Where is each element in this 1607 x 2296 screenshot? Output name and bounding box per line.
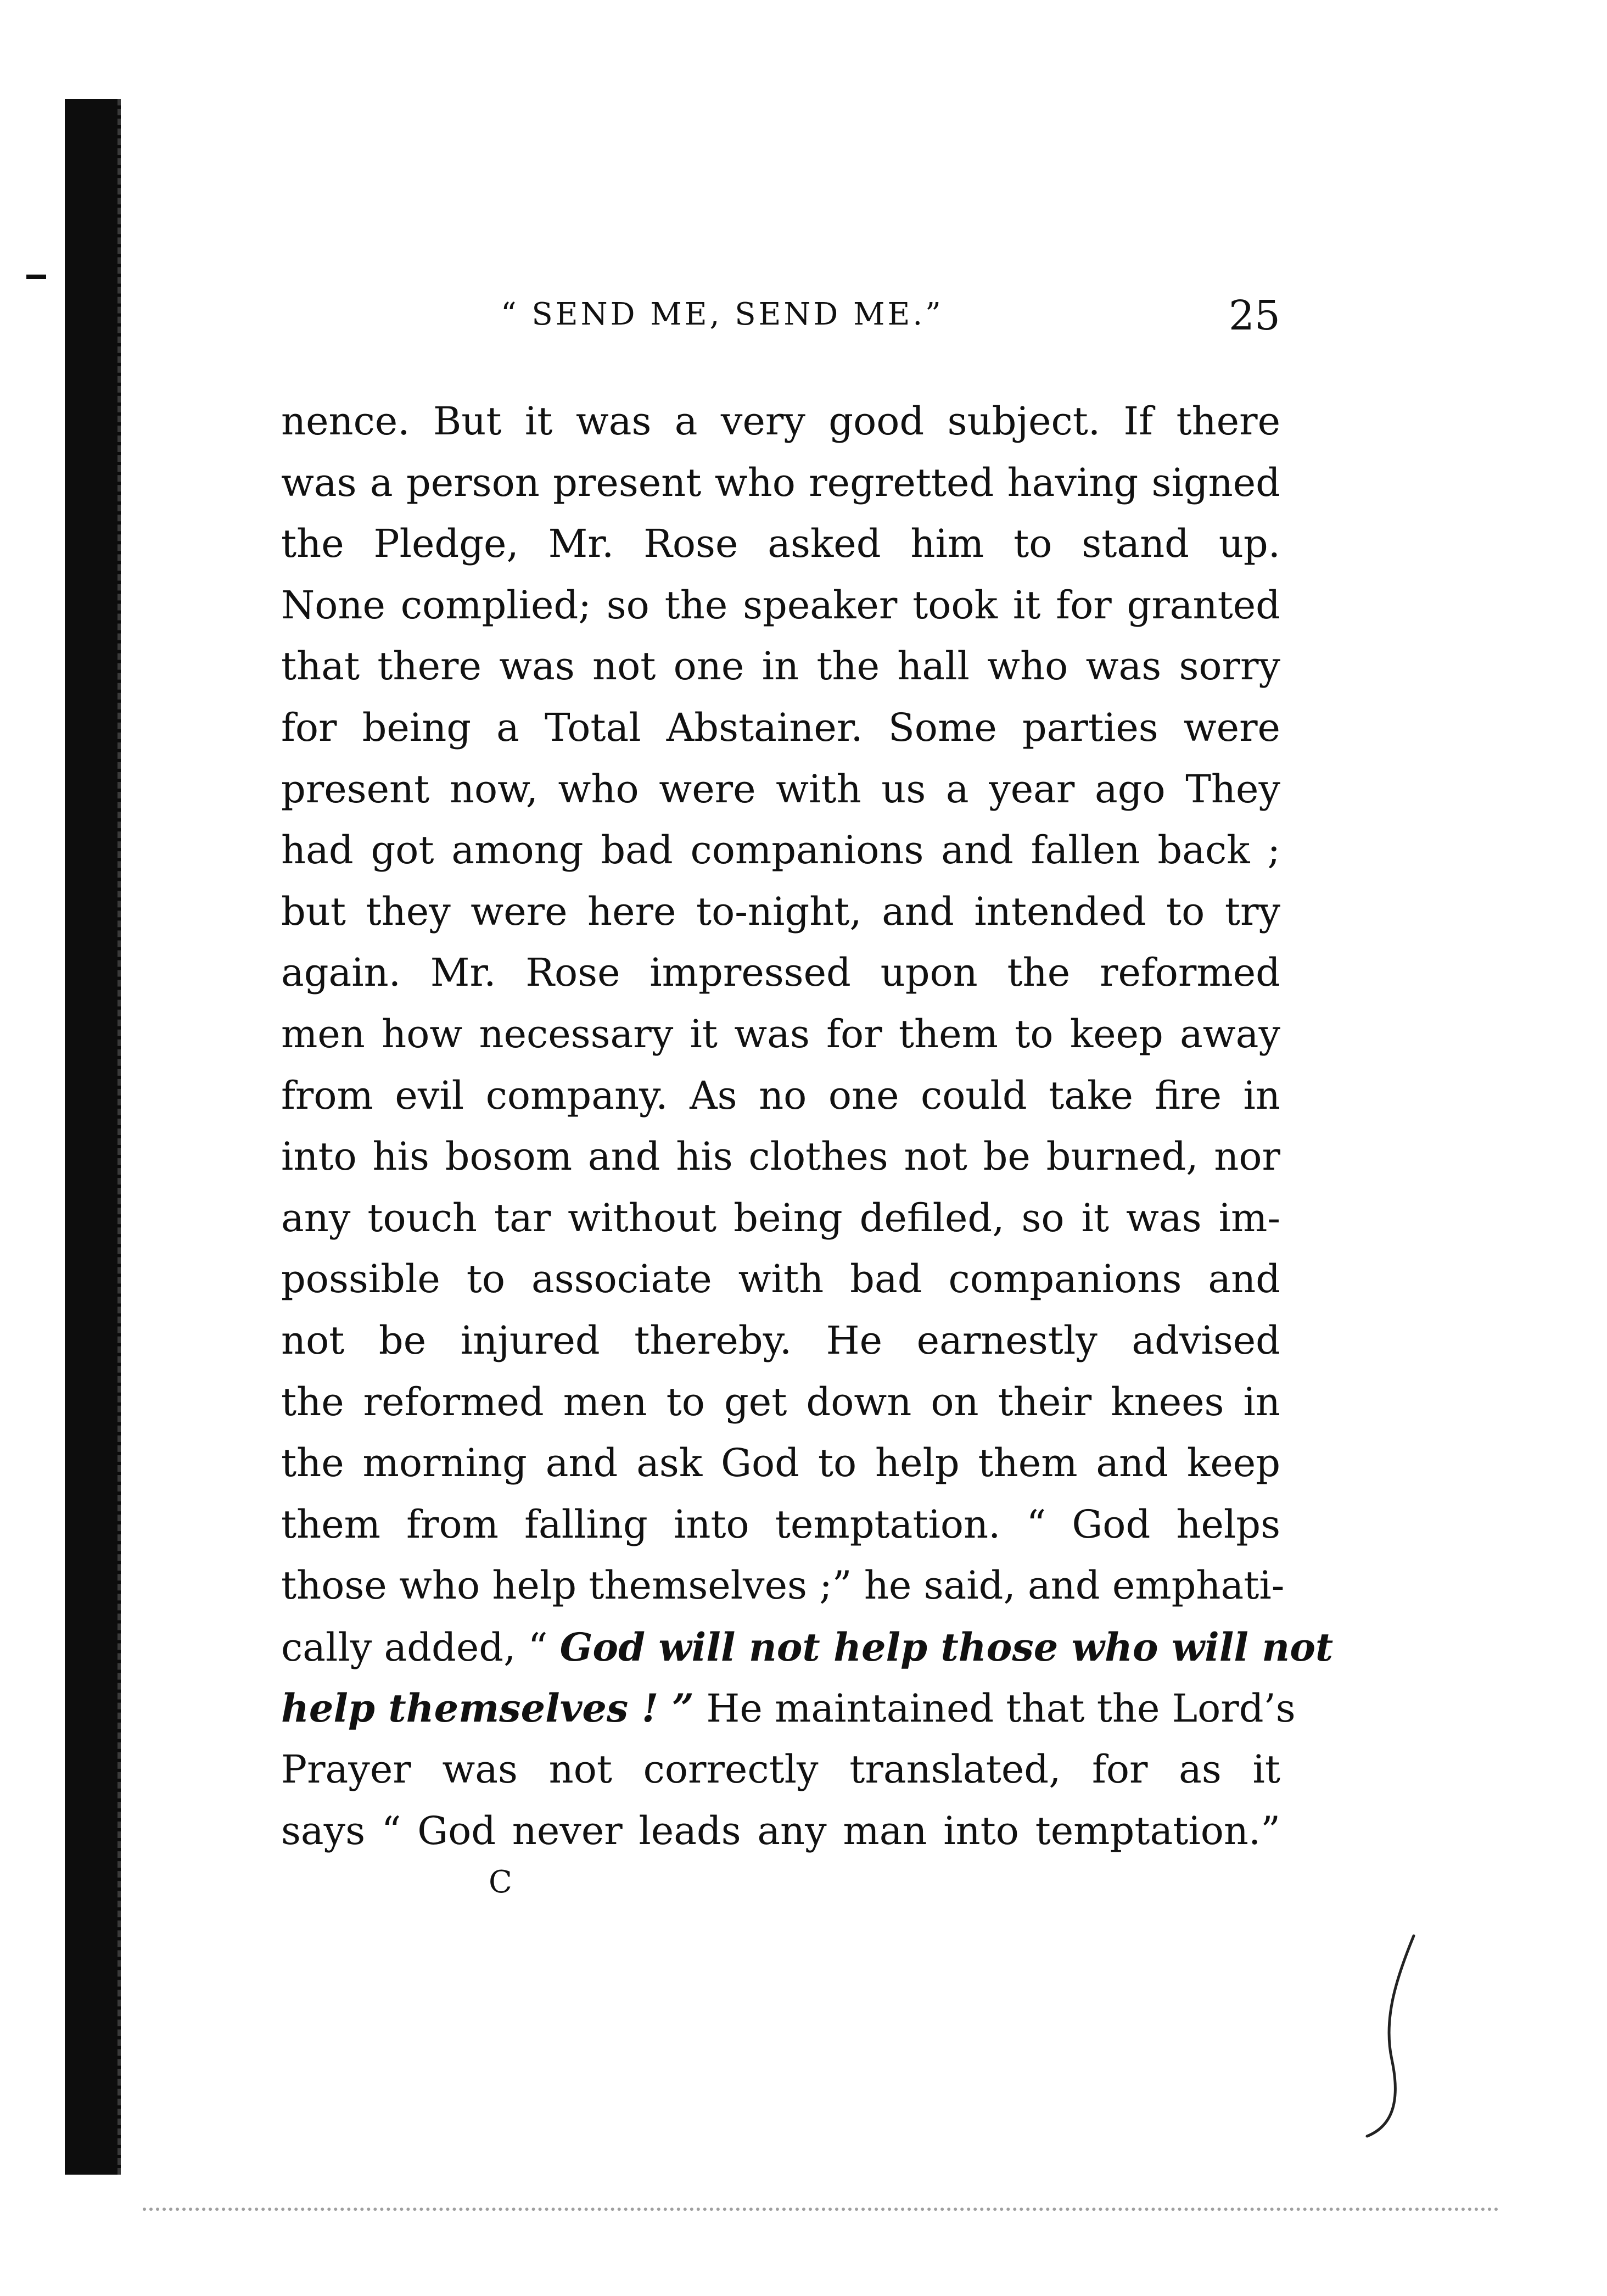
text-line: for being a Total Abstainer. Some parties were xyxy=(281,705,1280,750)
text-line: None complied; so the speaker took it for granted xyxy=(281,582,1280,628)
ink-fleck xyxy=(26,275,46,279)
page-header xyxy=(281,292,1280,346)
emphasized-quote: help themselves ! ” xyxy=(281,1685,695,1731)
text-line: but they were here to-night, and intended to try xyxy=(281,889,1280,934)
text-line: that there was not one in the hall who was sorry xyxy=(281,644,1280,689)
text-line: says “ God never leads any man into temptation.” xyxy=(281,1808,1280,1853)
binding-edge xyxy=(65,99,121,2175)
emphasized-quote: God will not help those who will not xyxy=(559,1624,1334,1670)
running-head: “ SEND ME, SEND ME.” xyxy=(501,297,944,332)
text-line: any touch tar without being defiled, so it was im- xyxy=(281,1195,1280,1241)
text-line: the morning and ask God to help them and keep xyxy=(281,1440,1280,1486)
text-line: the reformed men to get down on their knees in xyxy=(281,1379,1280,1424)
text-line: the Pledge, Mr. Rose asked him to stand up. xyxy=(281,521,1280,567)
text-line: into his bosom and his clothes not be burned, nor xyxy=(281,1134,1280,1180)
text-line: those who help themselves ;” he said, and emphati- xyxy=(281,1563,1285,1608)
signature-mark: C xyxy=(489,1864,512,1900)
page-edge-speckle xyxy=(143,2208,1499,2227)
text-line: men how necessary it was for them to keep away xyxy=(281,1011,1280,1057)
text-line: nence. But it was a very good subject. If there xyxy=(281,399,1280,444)
pencil-bracket-mark xyxy=(1362,1933,1427,2142)
text-line xyxy=(281,1678,1296,1739)
body-text xyxy=(281,391,1334,1862)
text-line: Prayer was not correctly translated, for as it xyxy=(281,1747,1280,1792)
text-line: again. Mr. Rose impressed upon the reformed xyxy=(281,950,1280,996)
text-line xyxy=(281,1617,1334,1678)
text-line: present now, who were with us a year ago They xyxy=(281,766,1280,812)
text-line: had got among bad companions and fallen back ; xyxy=(281,828,1280,873)
text-line: possible to associate with bad companions and xyxy=(281,1256,1280,1302)
text-run: He maintained that the Lord’s xyxy=(694,1686,1296,1731)
text-run: cally added, “ xyxy=(281,1624,560,1670)
text-line: not be injured thereby. He earnestly advised xyxy=(281,1317,1280,1363)
text-line: them from falling into temptation. “ God helps xyxy=(281,1501,1280,1547)
page-number: 25 xyxy=(1228,292,1280,339)
text-line: was a person present who regretted having signed xyxy=(281,460,1280,505)
text-line: from evil company. As no one could take fire in xyxy=(281,1072,1280,1118)
